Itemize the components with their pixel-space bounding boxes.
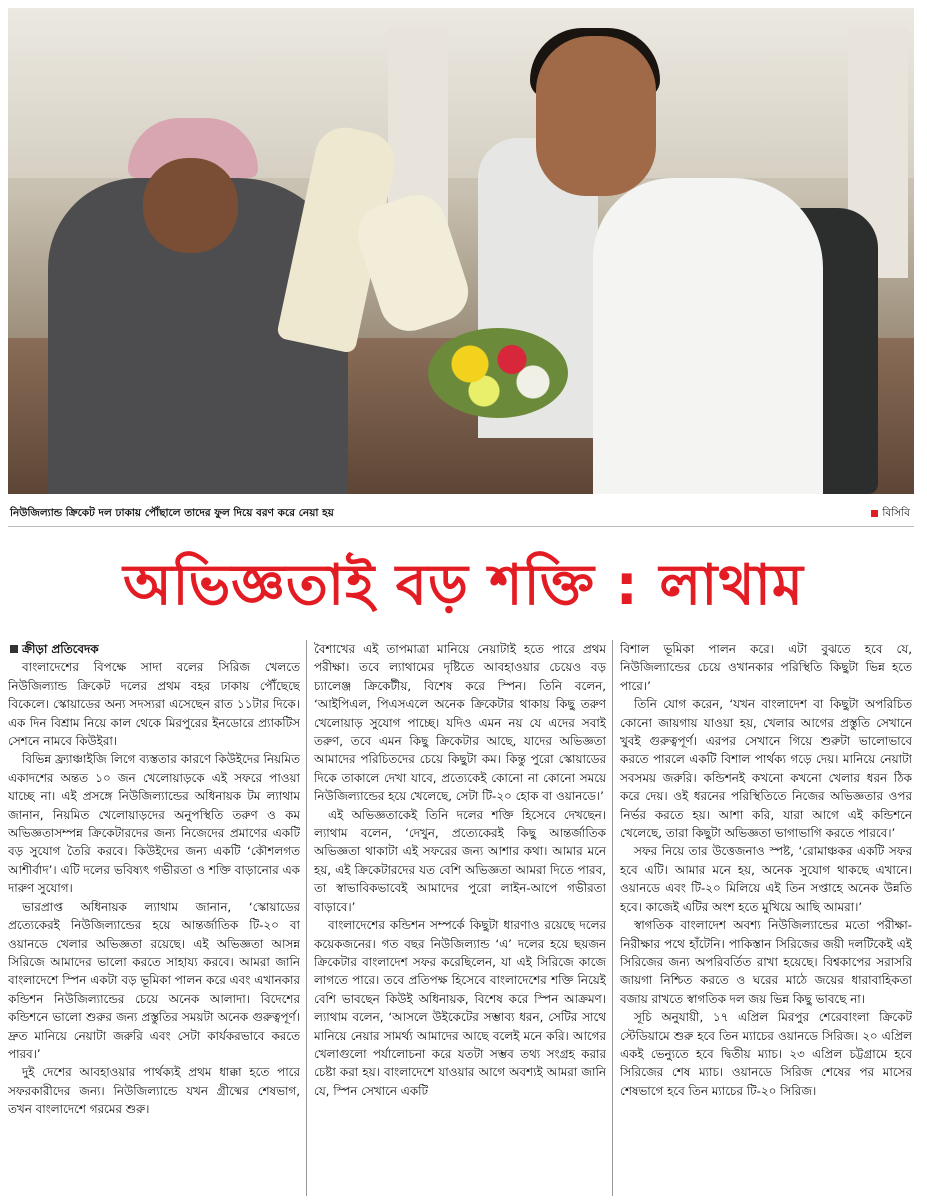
paragraph: বৈশাখের এই তাপমাত্রা মানিয়ে নেয়াটাই হতে পারে প্রথম পরীক্ষা। তবে ল্যাথামের দৃষ্টিতে আবহাওয়ার চেয়েও বড় চ্যালেঞ্জ ক্রিকেটীয়, বিশেষ করে স্পিন। তিনি বলেন, ‘আইপিএল, পিএসএলে অনেক ক্রিকেটার থাকায় কিছু তরুণ খেলোয়াড় সুযোগ পাচ্ছে। যদিও এমন নয় যে এদের সবাই তরুণ, তবে এমন কিছু ক্রিকেটার আছে, যাদের অভিজ্ঞতা আমাদের পরিচিতদের চেয়ে কিছুটা কম। কিন্তু পুরো স্কোয়াডের দিকে তাকালে দেখা যাবে, প্রত্যেকেই কোনো না কোনো সময়ে নিউজিল্যান্ডের হয়ে খেলেছে, সেটা টি-২০ হোক বা ওয়ানডে।’	[314, 642, 606, 804]
credit-marker-icon	[871, 510, 878, 517]
column-divider	[612, 640, 613, 1196]
photo-credit-text: বিসিবি	[882, 507, 910, 519]
paragraph: স্বাগতিক বাংলাদেশ অবশ্য নিউজিল্যান্ডের মতো পরীক্ষা-নিরীক্ষার পথে হাঁটেনি। পাকিস্তান সিরিজের জয়ী দলটিকেই এই সিরিজের জন্য অপরিবর্তিত রাখা হয়েছে। বিশ্বকাপের সরাসরি জায়গা নিশ্চিত করতে ও ঘরের মাঠে জয়ের ধারাবাহিকতা বজায় রাখতে স্বাগতিক দল জয় ভিন্ন কিছু ভাবছে না।	[620, 918, 912, 1006]
paragraph: ভারপ্রাপ্ত অধিনায়ক ল্যাথাম জানান, ‘স্কোয়াডের প্রত্যেকেরই নিউজিল্যান্ডের হয়ে আন্তর্জাতিক টি-২০ বা ওয়ানডে খেলার অভিজ্ঞতা রয়েছে। এই অভিজ্ঞতা আসন্ন সিরিজে আমাদের ভালো করতে সাহায্য করবে। আমরা জানি বাংলাদেশে স্পিন একটা বড় ভূমিকা পালন করে এবং এখানকার কন্ডিশন নিউজিল্যান্ডের চেয়ে অনেক আলাদা। বিদেশের কন্ডিশনে ভালো শুরুর জন্য প্রস্তুতির সময়টা অনেক গুরুত্বপূর্ণ। দ্রুত মানিয়ে নেয়াটা জরুরি এবং সেটা কার্যকরভাবে করতে পারব।’	[8, 899, 300, 1061]
paragraph: বিশাল ভূমিকা পালন করে। এটা বুঝতে হবে যে, নিউজিল্যান্ডের চেয়ে ওখানকার পরিস্থিতি কিছুটা ভিন্ন হতে পারে।’	[620, 642, 912, 693]
paragraph: সূচি অনুযায়ী, ১৭ এপ্রিল মিরপুর শেরেবাংলা ক্রিকেট স্টেডিয়ামে শুরু হবে তিন ম্যাচের ওয়ানডে সিরিজ। ২০ এপ্রিল একই ভেন্যুতে হবে দ্বিতীয় ম্যাচ। ২৩ এপ্রিল চট্টগ্রামে হবে সিরিজের শেষ ম্যাচ। ওয়ানডে সিরিজ শেষের পর মাসের শেষভাগে হবে তিন ম্যাচের টি-২০ সিরিজ।	[620, 1010, 912, 1098]
paragraph: সফর নিয়ে তার উত্তেজনাও স্পষ্ট, ‘রোমাঞ্চকর একটি সফর হবে এটি। আমার মনে হয়, অনেক সুযোগ থাকছে এখানে। ওয়ানডে এবং টি-২০ মিলিয়ে এই তিন সপ্তাহে অনেক উন্নতি হবে। কাজেই এটির অংশ হতে মুখিয়ে আছি আমরা।’	[620, 844, 912, 914]
paragraph: তিনি যোগ করেন, ‘যখন বাংলাদেশ বা কিছুটা অপরিচিত কোনো জায়গায় যাওয়া হয়, খেলার আগের প্রস্তুতি সেখানে খুবই গুরুত্বপূর্ণ। এরপর সেখানে গিয়ে শুরুটা ভালোভাবে করতে পারলে একটি বিশাল পার্থক্য গড়ে দেয়। মানিয়ে নেয়াটা সবসময় জরুরি। কন্ডিশনই কখনো কখনো খেলার ধরন ঠিক করে দেয়। ওই ধরনের পরিস্থিতিতে নিজের অভিজ্ঞতার ওপর নির্ভর করতে হয়। আশা করি, যারা আগে এই কন্ডিশনে খেলেছে, তারা কিছুটা অভিজ্ঞতা ভাগাভাগি করতে পারবে।’	[620, 697, 912, 841]
paragraph: দুই দেশের আবহাওয়ার পার্থক্যই প্রথম ধাক্কা হতে পারে সফরকারীদের জন্য। নিউজিল্যান্ডে যখন গ্রীষ্মের শেষভাগ, তখন বাংলাদেশে গরমের শুরু।	[8, 1065, 300, 1117]
paragraph: বিভিন্ন ফ্র্যাঞ্চাইজি লিগে ব্যস্ততার কারণে কিউইদের নিয়মিত একাদশের অন্তত ১০ জন খেলোয়াড়কে এই সফরে পাওয়া যাচ্ছে না। এই প্রসঙ্গে নিউজিল্যান্ডের অধিনায়ক টম ল্যাথাম জানান, নিয়মিত খেলোয়াড়দের অনুপস্থিতি তরুণ ও কম অভিজ্ঞতাসম্পন্ন ক্রিকেটারদের জন্য নিজেদের প্রমাণের একটি বড় সুযোগ তৈরি করবে। কিউইদের জন্য একটি ‘কৌশলগত আশীর্বাদ’। এটি দলের ভবিষ্যৎ গভীরতা ও শক্তি বাড়ানোর এক দারুণ সুযোগ।	[8, 752, 300, 896]
column-divider	[306, 640, 307, 1196]
paragraph: বাংলাদেশের বিপক্ষে সাদা বলের সিরিজ খেলতে নিউজিল্যান্ড ক্রিকেট দলের প্রথম বহর ঢাকায় পৌঁছেছে বিকেলে। স্কোয়াডের অন্য সদস্যরা এসেছেন রাত ১১টার দিকে। এক দিন বিশ্রাম নিয়ে কাল থেকে মিরপুরের ইনডোরে প্র্যাকটিস সেশনে নামবে কিউইরা।	[8, 660, 300, 749]
photo-caption: নিউজিল্যান্ড ক্রিকেট দল ঢাকায় পৌঁছালে তাদের ফুল দিয়ে বরণ করে নেয়া হয়	[10, 507, 334, 519]
article-body	[8, 640, 914, 1196]
news-photo	[8, 8, 914, 494]
headline: অভিজ্ঞতাই বড় শক্তি : লাথাম	[123, 553, 804, 618]
paragraph: বাংলাদেশের কন্ডিশন সম্পর্কে কিছুটা ধারণাও রয়েছে দলের কয়েকজনের। গত বছর নিউজিল্যান্ড ‘এ’ দলের হয়ে ছয়জন ক্রিকেটার বাংলাদেশ সফর করেছিলেন, যা এই সিরিজে কাজে লাগতে পারে। তবে প্রতিপক্ষ হিসেবে বাংলাদেশের শক্তি নিয়েই বেশি ভাবছেন কিউই অধিনায়ক, বিশেষ করে স্পিন আক্রমণ। ল্যাথাম বলেন, ‘আসলে উইকেটের সম্ভাব্য ধরন, সেটির সাথে মানিয়ে নেয়ার সামর্থ্য আমাদের আছে বলেই মনে করি। আগের খেলাগুলো পর্যালোচনা করে যতটা সম্ভব তথ্য সংগ্রহ করার চেষ্টা করা হয়। বাংলাদেশে যাওয়ার আগে অবশ্যই আমরা জানি যে, স্পিন সেখানে একটি	[314, 918, 606, 1098]
article-column-1	[8, 640, 300, 1196]
article-column-3	[620, 640, 912, 1196]
article-column-2	[314, 640, 606, 1196]
paragraph: এই অভিজ্ঞতাকেই তিনি দলের শক্তি হিসেবে দেখছেন। ল্যাথাম বলেন, ‘দেখুন, প্রত্যেকেরই কিছু আন্তর্জাতিক অভিজ্ঞতা থাকাটা এই সফরের জন্য আশার কথা। আমার মনে হয়, এই ক্রিকেটারদের যত বেশি অভিজ্ঞতা আমরা দিতে পারব, তা স্বাভাবিকভাবেই আমাদের পুরো লাইন-আপে গভীরতা বাড়াবে।’	[314, 807, 606, 914]
photo-credit	[871, 506, 910, 523]
byline: ক্রীড়া প্রতিবেদক	[8, 640, 300, 658]
photo-caption-bar	[8, 500, 914, 527]
